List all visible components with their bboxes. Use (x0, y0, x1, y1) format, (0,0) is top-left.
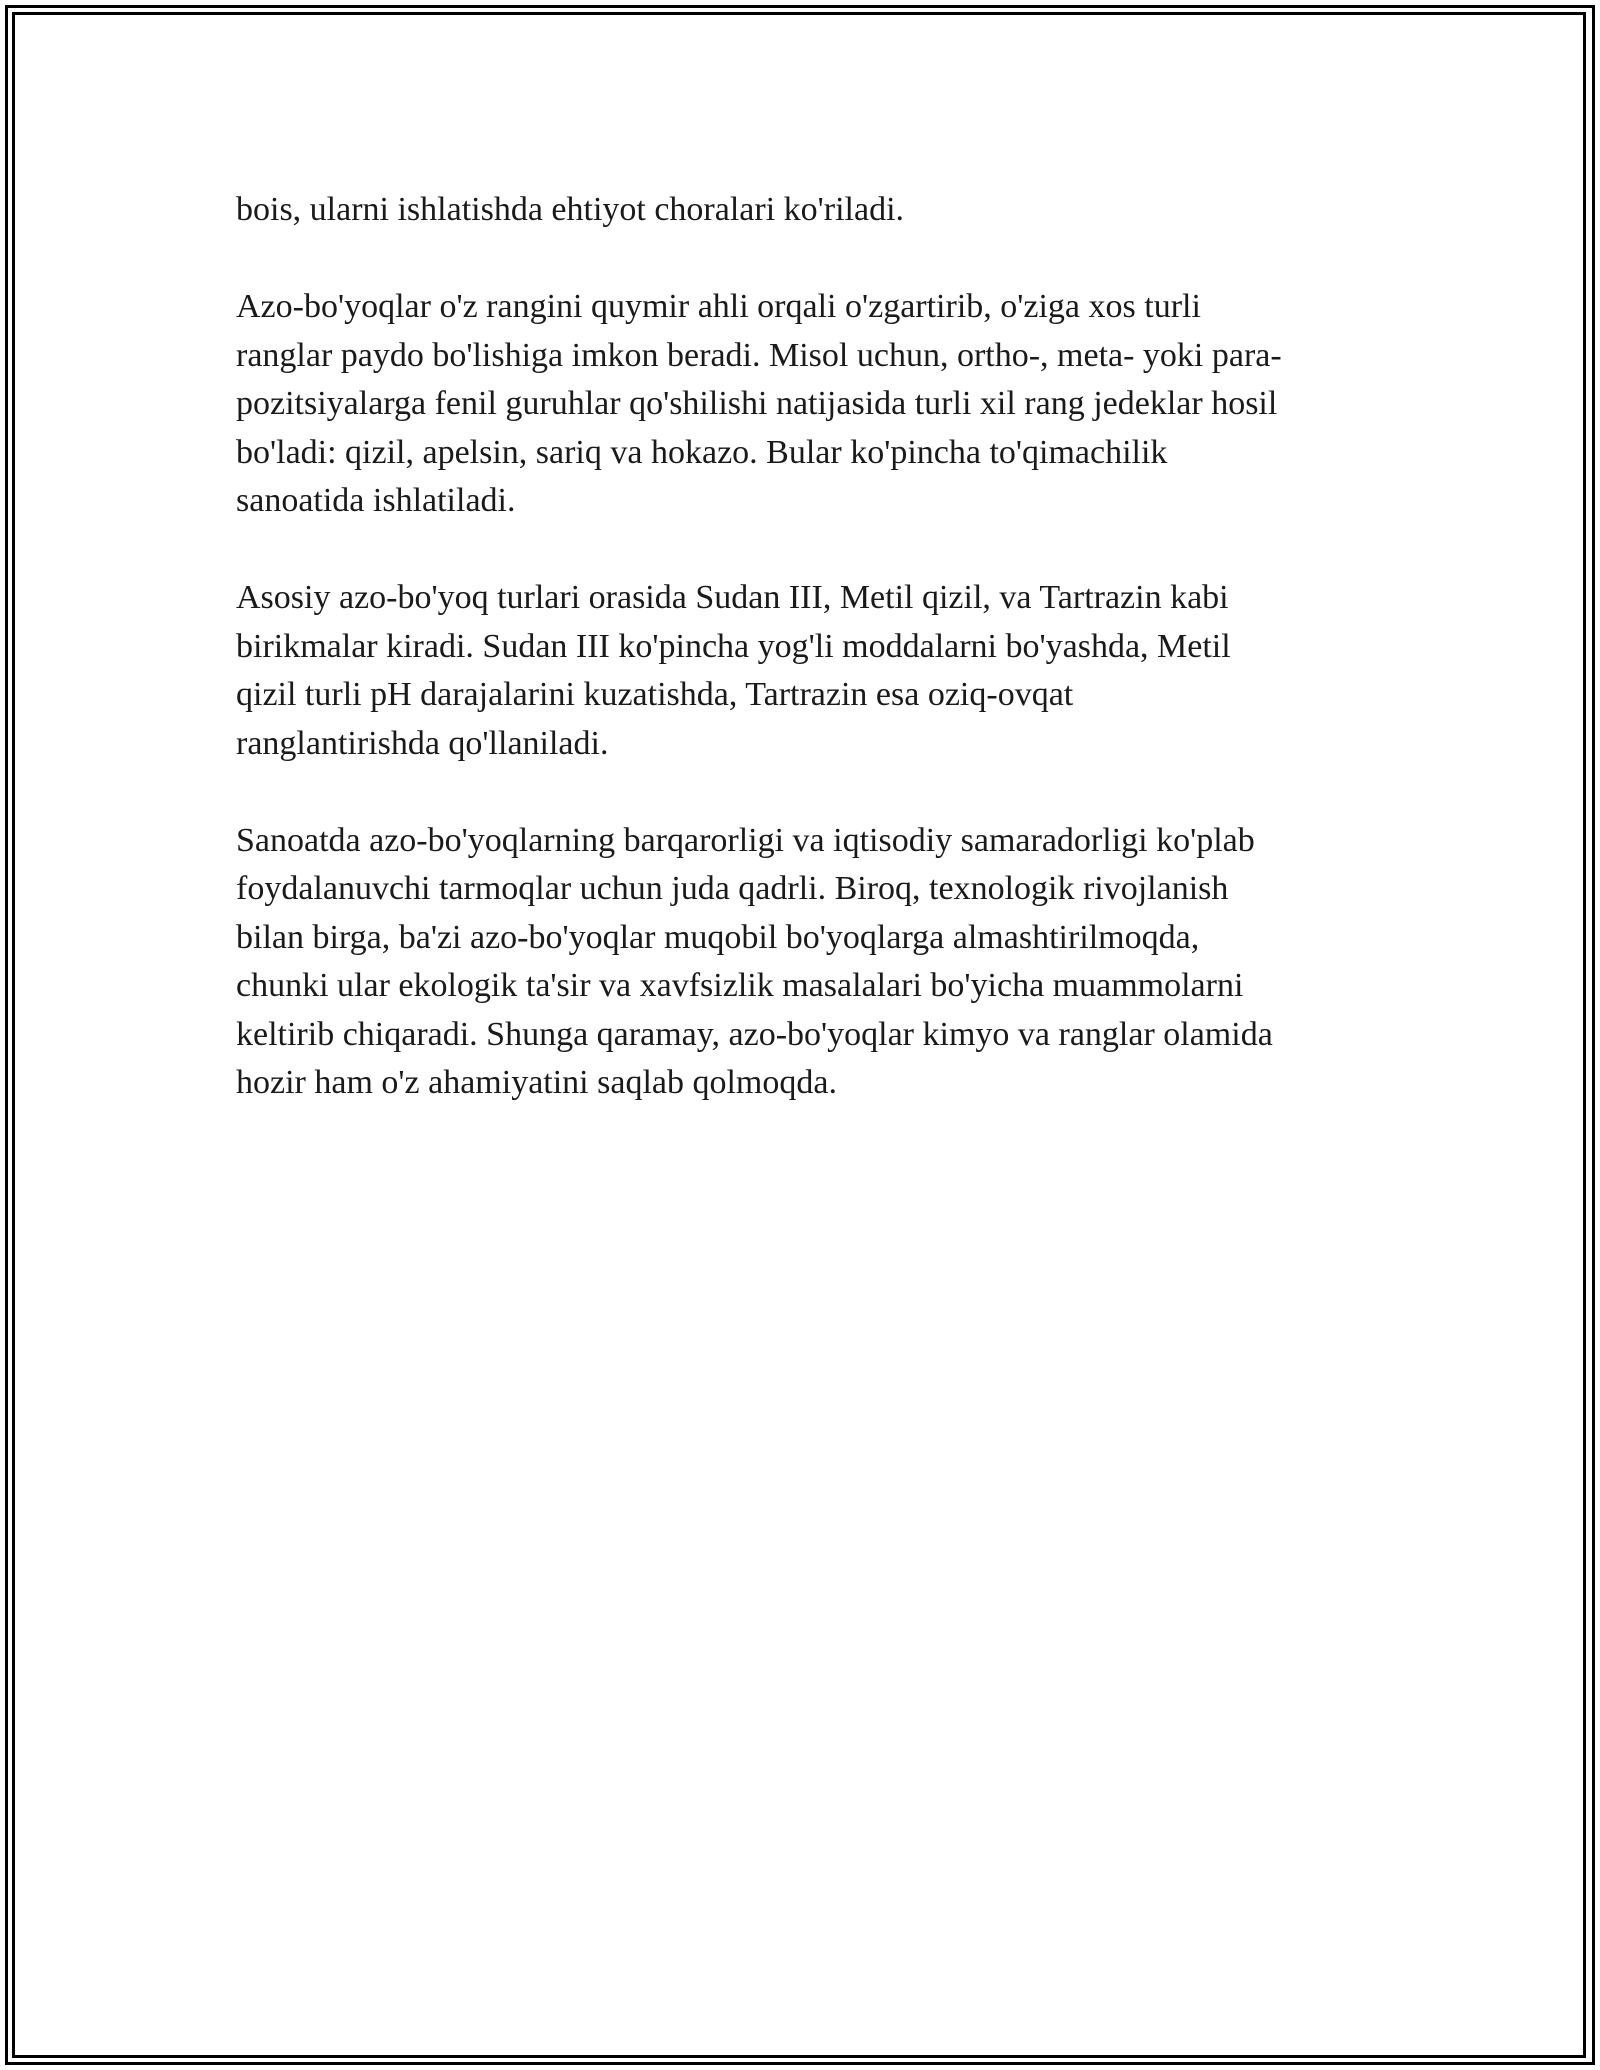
text-line: Asosiy azo-bo'yoq turlari orasida Sudan III, Metil qizil, va Tartrazin kabi (236, 579, 1229, 616)
text-line: pozitsiyalarga fenil guruhlar qo'shilishi natijasida turli xil rang jedeklar hosil (236, 385, 1278, 422)
text-line: chunki ular ekologik ta'sir va xavfsizlik masalalari bo'yicha muammolarni (236, 967, 1244, 1004)
paragraph-color-change (236, 283, 1376, 526)
text-line: birikmalar kiradi. Sudan III ko'pincha yog'li moddalarni bo'yashda, Metil (236, 627, 1231, 665)
text-line: foydalanuvchi tarmoqlar uchun juda qadrli. Biroq, texnologik rivojlanish (236, 870, 1229, 907)
paragraph-dye-types (236, 574, 1376, 768)
text-line: bilan birga, ba'zi azo-bo'yoqlar muqobil bo'yoqlarga almashtirilmoqda, (236, 918, 1200, 956)
text-line: qizil turli pH darajalarini kuzatishda, Tartrazin esa oziq-ovqat (236, 676, 1074, 713)
text-line: Azo-bo'yoqlar o'z rangini quymir ahli orqali o'zgartirib, o'ziga xos turli (236, 288, 1201, 325)
text-line: Sanoatda azo-bo'yoqlarning barqarorligi va iqtisodiy samaradorligi ko'plab (236, 821, 1255, 859)
document-body (236, 186, 1376, 1156)
text-line: bo'ladi: qizil, apelsin, sariq va hokazo. Bular ko'pincha to'qimachilik (236, 433, 1168, 471)
text-line: ranglantirishda qo'llaniladi. (236, 724, 609, 762)
text-line: hozir ham o'z ahamiyatini saqlab qolmoqda. (236, 1064, 837, 1101)
text-line: bois, ularni ishlatishda ehtiyot choralari ko'riladi. (236, 191, 905, 228)
text-line: ranglar paydo bo'lishiga imkon beradi. Misol uchun, ortho-, meta- yoki para- (236, 336, 1282, 374)
paragraph-industry (236, 817, 1376, 1108)
text-line: keltirib chiqaradi. Shunga qaramay, azo-bo'yoqlar kimyo va ranglar olamida (236, 1015, 1273, 1053)
paragraph-safety-note (236, 186, 1376, 235)
text-line: sanoatida ishlatiladi. (236, 482, 516, 519)
